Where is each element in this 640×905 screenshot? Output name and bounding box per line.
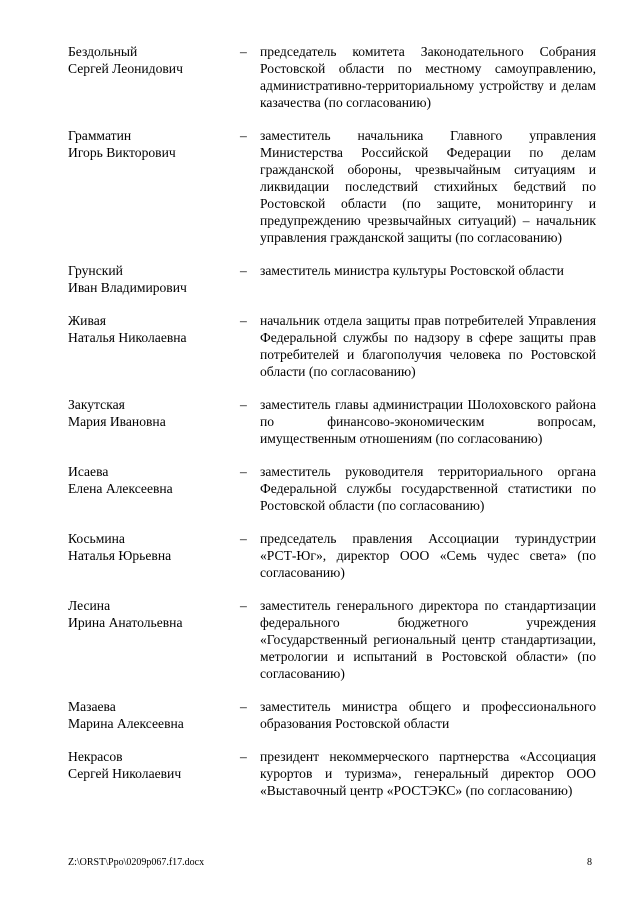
member-given-names: Мария Ивановна bbox=[68, 414, 166, 429]
separator-dash: – bbox=[240, 128, 247, 143]
member-surname: Бездольный bbox=[68, 44, 138, 59]
list-item bbox=[68, 43, 598, 111]
member-given-names: Сергей Леонидович bbox=[68, 61, 183, 76]
member-surname: Грунский bbox=[68, 263, 123, 278]
member-name bbox=[68, 43, 240, 77]
separator-dash: – bbox=[240, 44, 247, 59]
member-role: заместитель начальника Главного управления Министерства Российской Федерации по делам гражданской обороны, чрезвычайным ситуациям и ликвидации последствий стихийных бедствий по Ростовской области (по защите, мониторингу и предупреждению чрезвычайных ситуаций) – начальник управления гражданской защиты (по согласованию) bbox=[260, 128, 596, 245]
member-name bbox=[68, 312, 240, 346]
member-given-names: Наталья Юрьевна bbox=[68, 548, 172, 563]
member-name bbox=[68, 748, 240, 782]
member-role: президент некоммерческого партнерства «Ассоциация курортов и туризма», генеральный директор ООО «Выставочный центр «РОСТЭКС» (по согласованию) bbox=[260, 749, 596, 798]
member-surname: Косьмина bbox=[68, 531, 125, 546]
member-surname: Некрасов bbox=[68, 749, 123, 764]
separator-dash: – bbox=[240, 464, 247, 479]
member-name bbox=[68, 127, 240, 161]
separator-dash: – bbox=[240, 598, 247, 613]
member-name bbox=[68, 262, 240, 296]
member-role: заместитель генерального директора по стандартизации федерального бюджетного учреждения «Государственный региональный центр стандартизации, метрологии и испытаний в Ростовской области» (по согласованию) bbox=[260, 598, 596, 681]
member-given-names: Сергей Николаевич bbox=[68, 766, 182, 781]
separator-dash: – bbox=[240, 397, 247, 412]
member-name bbox=[68, 597, 240, 631]
member-surname: Закутская bbox=[68, 397, 125, 412]
separator-dash: – bbox=[240, 313, 247, 328]
list-item bbox=[68, 597, 598, 682]
member-given-names: Елена Алексеевна bbox=[68, 481, 173, 496]
list-item bbox=[68, 530, 598, 581]
member-given-names: Наталья Николаевна bbox=[68, 330, 187, 345]
member-name bbox=[68, 698, 240, 732]
member-name bbox=[68, 530, 240, 564]
member-role: заместитель главы администрации Шолоховского района по финансово-экономическим вопросам, имущественным отношениям (по согласованию) bbox=[260, 397, 596, 446]
member-surname: Лесина bbox=[68, 598, 111, 613]
member-role: председатель правления Ассоциации туриндустрии «РСТ-Юг», директор ООО «Семь чудес света» (по согласованию) bbox=[260, 531, 596, 580]
member-given-names: Ирина Анатольевна bbox=[68, 615, 183, 630]
member-surname: Исаева bbox=[68, 464, 109, 479]
member-role: заместитель министра общего и профессионального образования Ростовской области bbox=[260, 699, 596, 731]
member-name bbox=[68, 396, 240, 430]
separator-dash: – bbox=[240, 749, 247, 764]
member-surname: Грамматин bbox=[68, 128, 132, 143]
member-given-names: Иван Владимирович bbox=[68, 280, 187, 295]
member-given-names: Игорь Викторович bbox=[68, 145, 176, 160]
member-surname: Живая bbox=[68, 313, 106, 328]
page-number: 8 bbox=[587, 857, 592, 868]
separator-dash: – bbox=[240, 699, 247, 714]
member-role: заместитель министра культуры Ростовской области bbox=[260, 263, 564, 278]
member-role: председатель комитета Законодательного Собрания Ростовской области по местному самоуправлению, административно-территориальному устройству и делам казачества (по согласованию) bbox=[260, 44, 596, 110]
list-item bbox=[68, 127, 598, 246]
list-item bbox=[68, 312, 598, 380]
list-item bbox=[68, 748, 598, 799]
list-item bbox=[68, 463, 598, 514]
member-surname: Мазаева bbox=[68, 699, 116, 714]
separator-dash: – bbox=[240, 263, 247, 278]
list-item bbox=[68, 698, 598, 732]
member-given-names: Марина Алексеевна bbox=[68, 716, 184, 731]
member-role: начальник отдела защиты прав потребителей Управления Федеральной службы по надзору в сфере защиты прав потребителей и благополучия человека по Ростовской области (по согласованию) bbox=[260, 313, 596, 379]
member-name bbox=[68, 463, 240, 497]
separator-dash: – bbox=[240, 531, 247, 546]
list-item bbox=[68, 262, 598, 296]
footer-file-path: Z:\ORST\Ppo\0209p067.f17.docx bbox=[68, 857, 205, 868]
member-list bbox=[68, 43, 598, 815]
member-role: заместитель руководителя территориального органа Федеральной службы государственной статистики по Ростовской области (по согласованию) bbox=[260, 464, 596, 513]
list-item bbox=[68, 396, 598, 447]
